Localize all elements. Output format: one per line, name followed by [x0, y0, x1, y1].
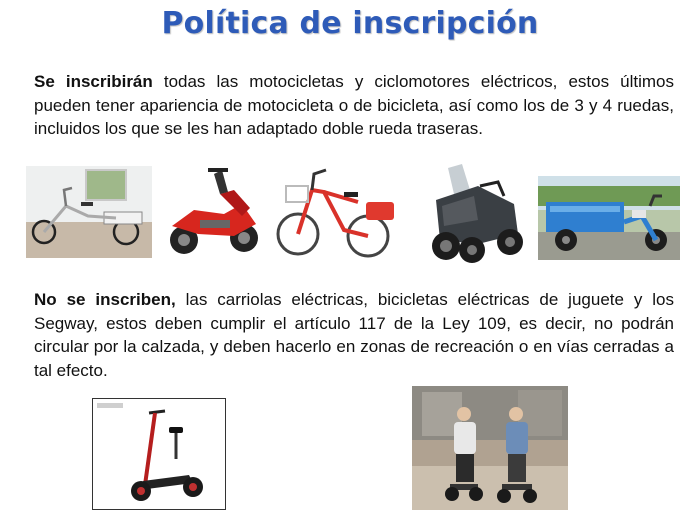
- registration-lead: Se inscribirán: [34, 72, 153, 91]
- segway-riders-photo: [412, 386, 568, 510]
- standing-electric-scooter-photo: [93, 399, 225, 509]
- blue-cargo-tricycle-photo: [538, 176, 680, 260]
- electric-bicycle-photo: [272, 162, 398, 262]
- red-scooter-photo: [164, 164, 262, 260]
- exclusion-paragraph: [34, 288, 674, 382]
- electric-tricycle-photo: [26, 166, 152, 258]
- registration-text: todas las motocicletas y ciclomotores eléctricos, estos últimos pueden tener apariencia de motocicleta o de bicicleta, así como los de 3 y 4 ruedas, incluidos los que se les han adaptado doble rueda traseras.: [34, 72, 674, 138]
- exclusion-text: las carriolas eléctricas, bicicletas eléctricas de juguete y los Segway, estos deben cumplir el artículo 117 de la Ley 109, es decir, no podrán circular por la calzada, y deben hacerlo en zonas de recreación o en vías cerradas a tal efecto.: [34, 290, 675, 380]
- three-wheel-scooter-photo: [418, 160, 526, 264]
- standing-electric-scooter-frame: [92, 398, 226, 510]
- exclusion-lead: No se inscriben,: [34, 290, 176, 309]
- registration-paragraph: [34, 70, 674, 141]
- slide-title: Política de inscripción: [161, 6, 539, 41]
